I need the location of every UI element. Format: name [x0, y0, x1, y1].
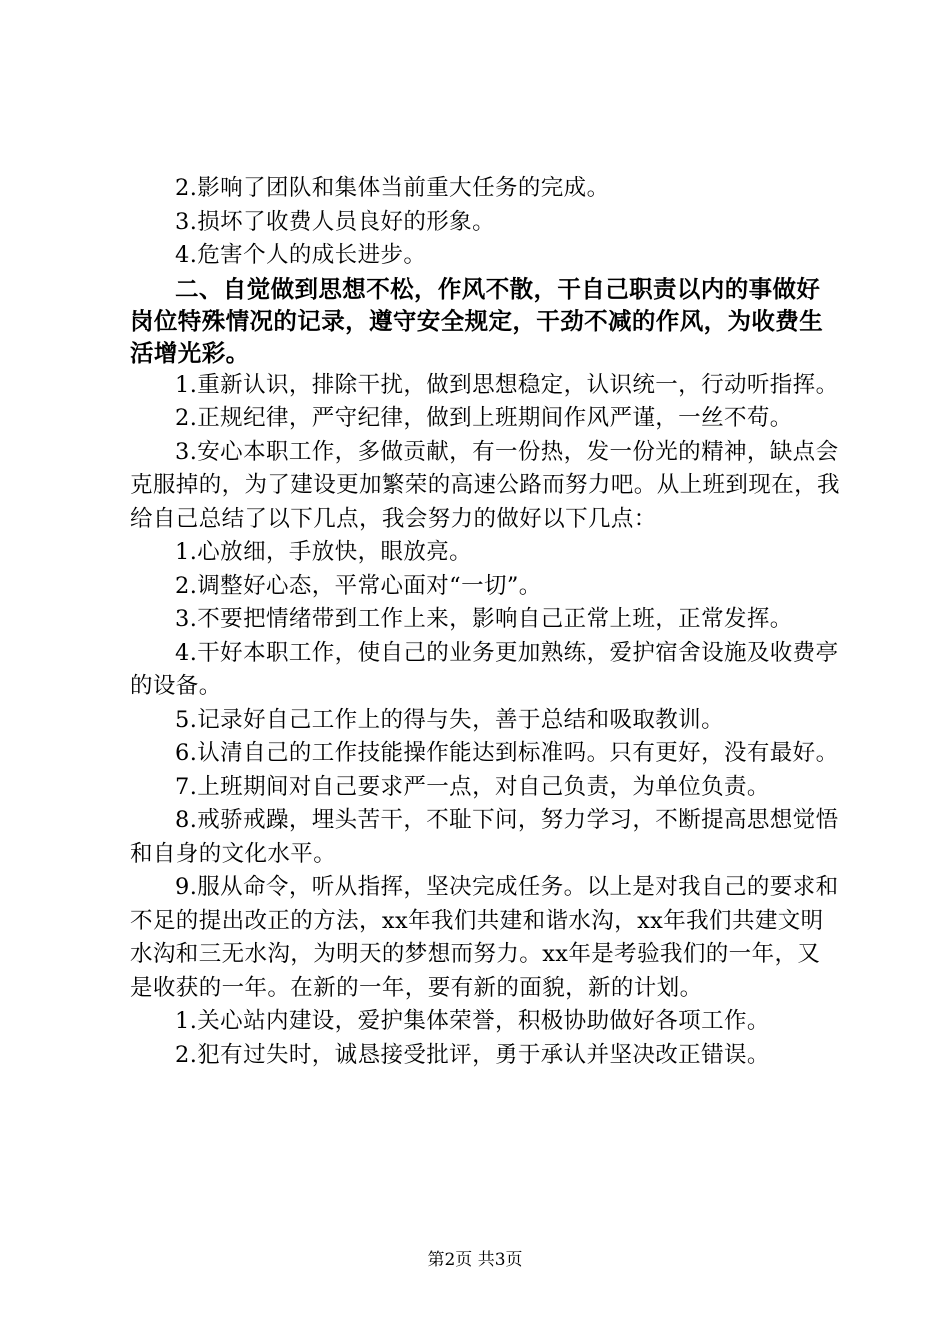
list-item: 3.不要把情绪带到工作上来，影响自己正常上班，正常发挥。: [175, 606, 793, 632]
list-item: 2.影响了团队和集体当前重大任务的完成。: [175, 175, 610, 201]
list-item: 5.记录好自己工作上的得与失，善于总结和吸取教训。: [175, 706, 724, 733]
list-item: 8.戒骄戒躁，埋头苦干，不耻下问，努力学习，不断提高思想觉悟和自身的文化水平。: [130, 807, 839, 867]
list-item: 1.重新认识，排除干扰，做到思想稳定，认识统一，行动听指挥。: [175, 371, 839, 398]
page-number-label: 第2页 共3页: [427, 1250, 523, 1270]
list-item: 2.犯有过失时，诚恳接受批评，勇于承认并坚决改正错误。: [175, 1041, 770, 1068]
list-item: 1.关心站内建设，爱护集体荣誉，积极协助做好各项工作。: [175, 1008, 770, 1034]
list-item: 2.调整好心态，平常心面对“一切”。: [175, 572, 542, 599]
page-footer: [0, 1245, 950, 1270]
list-item: 6.认清自己的工作技能操作能达到标准吗。只有更好，没有最好。: [175, 740, 839, 766]
list-item: 9.服从命令，听从指挥，坚决完成任务。以上是对我自己的要求和不足的提出改正的方法，xx年我们共建和谐水沟，xx年我们共建文明水沟和三无水沟，为明天的梦想而努力。xx年是考验我们的一年，又是收获的一年。在新的一年，要有新的面貌，新的计划。: [130, 874, 839, 1001]
section-heading: 二、自觉做到思想不松，作风不散，干自己职责以内的事做好岗位特殊情况的记录，遵守安全规定，干劲不减的作风，为收费生活增光彩。: [130, 274, 824, 367]
list-item: 1.心放细，手放快，眼放亮。: [175, 539, 473, 565]
list-item: 4.干好本职工作，使自己的业务更加熟练，爱护宿舍设施及收费亭的设备。: [130, 639, 839, 699]
list-item: 7.上班期间对自己要求严一点，对自己负责，为单位负责。: [175, 773, 770, 800]
list-item: 3.安心本职工作，多做贡献，有一份热，发一份光的精神，缺点会克服掉的，为了建设更加繁荣的高速公路而努力吧。从上班到现在，我给自己总结了以下几点，我会努力的做好以下几点：: [130, 438, 840, 532]
list-item: 4.危害个人的成长进步。: [175, 242, 427, 268]
list-item: 2.正规纪律，严守纪律，做到上班期间作风严谨，一丝不苟。: [175, 405, 793, 431]
document-body: [130, 172, 840, 1072]
list-item: 3.损坏了收费人员良好的形象。: [175, 208, 495, 235]
